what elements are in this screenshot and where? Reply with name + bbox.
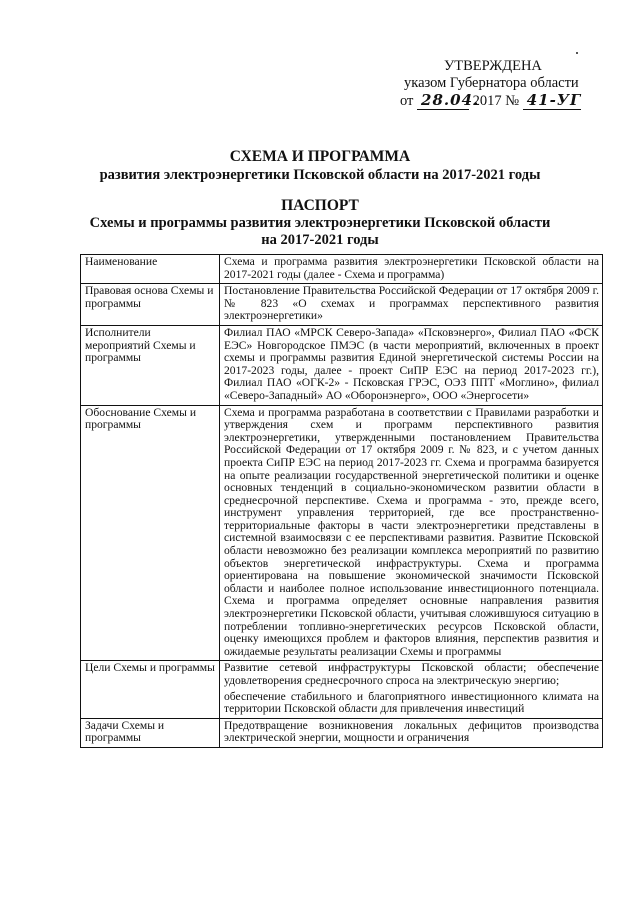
- scan-speck: [576, 52, 578, 54]
- table-row: [81, 405, 603, 661]
- document-title: СХЕМА И ПРОГРАММА: [229, 148, 411, 165]
- passport-table: [80, 254, 603, 748]
- approval-heading: УТВЕРЖДЕНА: [444, 58, 542, 74]
- row-paragraph: Предотвращение возникновения локальных дефицитов производства электрической энергии, мощности и ограничения: [224, 718, 599, 745]
- table-row: [81, 284, 603, 326]
- table-row: [81, 325, 603, 405]
- table-row: [81, 718, 603, 747]
- date-prefix: от: [400, 93, 414, 109]
- row-value: [220, 284, 603, 326]
- passport-subheading-line1: Схемы и программы развития электроэнергетики Псковской области: [89, 215, 551, 231]
- approval-date-line: [400, 92, 600, 110]
- table-row: [81, 661, 603, 718]
- table-row: [81, 255, 603, 284]
- passport-subheading-line2: на 2017-2021 годы: [261, 232, 379, 248]
- document-subtitle: развития электроэнергетики Псковской области на 2017-2021 годы: [99, 167, 541, 183]
- handwritten-date: 28.04.: [417, 92, 469, 110]
- row-label: Исполнители мероприятий Схемы и программы: [81, 325, 220, 405]
- row-paragraph: обеспечение стабильного и благоприятного инвестиционного климата на территории Псковской области для привлечения инвестиций: [224, 689, 599, 716]
- handwritten-number: 41-УГ: [523, 92, 581, 110]
- passport-subheading: [0, 215, 640, 249]
- approval-decree: указом Губернатора области: [404, 75, 579, 91]
- row-label: Правовая основа Схемы и программы: [81, 284, 220, 326]
- row-value: [220, 325, 603, 405]
- row-paragraph: Схема и программа разработана в соответствии с Правилами разработки и утверждения схем и программ перспективного развития электроэнергетики, утвержденными постановлением Правительства Российской Федерации от 17 октября 2009 г. № 823, и с учетом данных проекта СиПР ЕЭС на период 2017-2023 гг. Схема и программа базируется на опыте реализации государственной энергетической политики и оценке основных тенденций в социально-экономическом развитии области в среднесрочной перспективе. Схема и программа - это, прежде всего, инструмент управления территорией, где все пространственно-территориальные факторы в части электроэнергетики представлены в системной взаимосвязи с ее перспективами развития. Развитие Псковской области невозможно без реализации комплекса мероприятий по развитию объектов энергетической инфраструктуры. Схема и программа ориентирована на повышение экономической значимости Псковской области и наиболее полное использование инвестиционного потенциала. Схема и программа определяет основные направления развития электроэнергетики Псковской области, учитывая сложившуюся ситуацию в потреблении топливно-энергетических ресурсов Псковской области, оценку имеющихся проблем и факторов влияния, перспектив развития и ожидаемые результаты реализации Схемы и программы: [224, 405, 599, 658]
- row-value: [220, 405, 603, 661]
- row-value: [220, 718, 603, 747]
- row-label: Задачи Схемы и программы: [81, 718, 220, 747]
- row-paragraph: Филиал ПАО «МРСК Северо-Запада» «Псковэнерго», Филиал ПАО «ФСК ЕЭС» Новгородское ПМЭС (в части мероприятий, включенных в проект схемы и программы развития Единой энергетической системы России на 2017-2023 годы, далее - проект СиПР ЕЭС на период 2017-2023 гг.), Филиал ПАО «ОГК-2» - Псковская ГРЭС, ОЭЗ ППТ «Моглино», филиал «Северо-Западный» АО «Оборонэнерго», ООО «Энергосети»: [224, 325, 599, 402]
- approval-stamp: [400, 58, 600, 110]
- row-label: Обоснование Схемы и программы: [81, 405, 220, 661]
- row-paragraph: Развитие сетевой инфраструктуры Псковской области; обеспечение удовлетворения среднесрочного спроса на электрическую энергию;: [224, 661, 599, 687]
- row-label: Цели Схемы и программы: [81, 661, 220, 718]
- passport-heading: ПАСПОРТ: [281, 197, 359, 214]
- row-value: [220, 255, 603, 284]
- row-paragraph: Схема и программа развития электроэнергетики Псковской области на 2017-2021 годы (далее - Схема и программа): [224, 255, 599, 281]
- approval-year: 2017 №: [472, 93, 520, 109]
- row-label: Наименование: [81, 255, 220, 284]
- row-paragraph: Постановление Правительства Российской Федерации от 17 октября 2009 г. № 823 «О схемах и программах перспективного развития электроэнергетики»: [224, 284, 599, 323]
- row-value: [220, 661, 603, 718]
